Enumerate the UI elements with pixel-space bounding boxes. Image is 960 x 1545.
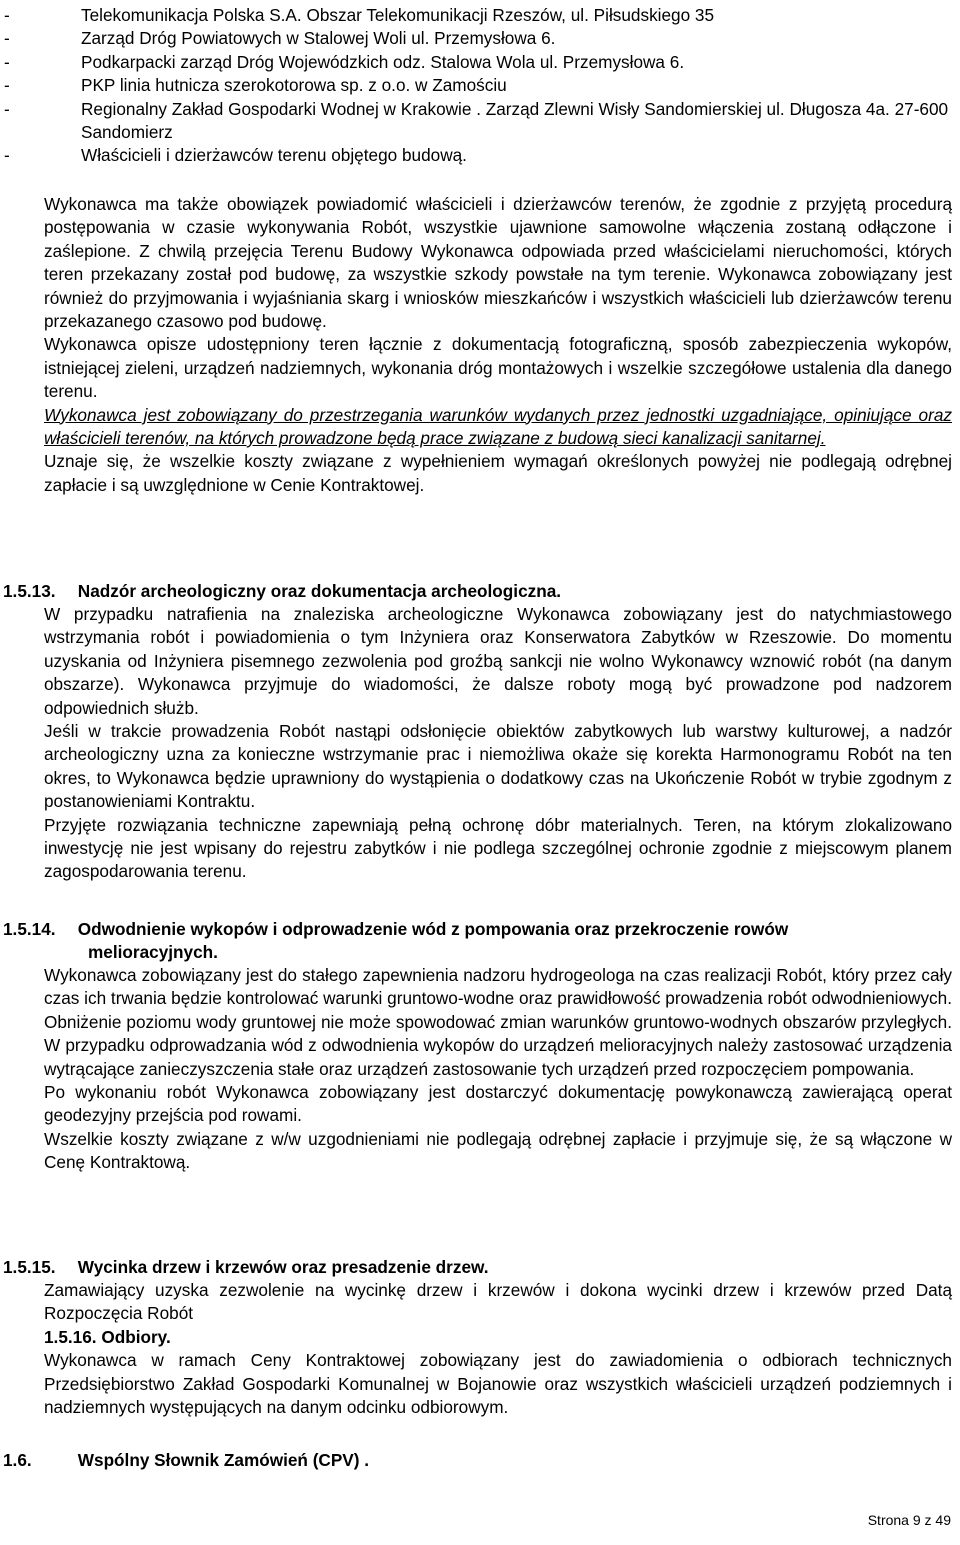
section-heading-1-5-14: [3, 918, 953, 965]
list-item: - PKP linia hutnicza szerokotorowa sp. z o.o. w Zamościu: [44, 74, 956, 97]
section-body-1-5-13: [44, 603, 952, 884]
list-item: - Regionalny Zakład Gospodarki Wodnej w Krakowie . Zarząd Zlewni Wisły Sandomierskiej ul. Długosza 4a. 27-600 Sandomierz: [44, 98, 956, 145]
section-title: Wycinka drzew i krzewów oraz presadzenie drzew.: [77, 1257, 489, 1277]
list-item: - Podkarpacki zarząd Dróg Wojewódzkich odz. Stalowa Wola ul. Przemysłowa 6.: [44, 51, 956, 74]
section-title: Odwodnienie wykopów i odprowadzenie wód z pompowania oraz przekroczenie rowów: [77, 919, 789, 939]
section-heading-1-5-13: [3, 580, 953, 603]
page-number: Strona 9 z 49: [867, 1512, 951, 1528]
section-number: 1.5.15.: [3, 1257, 56, 1277]
paragraph: Wykonawca ma także obowiązek powiadomić właścicieli i dzierżawców terenów, że zgodnie z przyjętą procedurą postępowania w czasie wykonywania Robót, wszystkie ujawnione samowolne włączenia zostaną odłączone i zaślepione. Z chwilą przejęcia Terenu Budowy Wykonawca odpowiada przed właścicielami nieruchomości, których teren przekazany został pod budowę, za wszystkie szkody powstałe na tym terenie. Wykonawca zobowiązany jest również do przyjmowania i wyjaśniania skarg i wniosków mieszkańców i wszystkich właścicieli lub dzierżawców terenu przekazanego czasowo pod budowę.: [44, 194, 952, 332]
paragraph: Jeśli w trakcie prowadzenia Robót nastąpi odsłonięcie obiektów zabytkowych lub warstwy kulturowej, a nadzór archeologiczny uzna za konieczne wstrzymanie prac i niemożliwa okaże się korekta Harmonogramu Robót na ten okres, to Wykonawca będzie uprawniony do wystąpienia o dodatkowy czas na Ukończenie Robót w trybie zgodnym z postanowieniami Kontraktu.: [44, 721, 952, 812]
list-item: - Telekomunikacja Polska S.A. Obszar Telekomunikacji Rzeszów, ul. Piłsudskiego 35: [44, 4, 956, 27]
section-title: Wspólny Słownik Zamówień (CPV) .: [77, 1450, 370, 1470]
contact-list: [44, 4, 956, 168]
intro-section: [44, 193, 952, 497]
section-title-continued: melioracyjnych.: [88, 942, 218, 963]
section-number: 1.5.14.: [3, 919, 56, 939]
paragraph: Wykonawca opisze udostępniony teren łącznie z dokumentacją fotograficzną, sposób zabezpieczenia wykopów, istniejącej zieleni, urządzeń nadziemnych, wykonania dróg montażowych i wszelkie szczegółowe ustalenia dla danego terenu.: [44, 334, 952, 402]
underlined-paragraph: Wykonawca jest zobowiązany do przestrzegania warunków wydanych przez jednostki uzgadniające, opiniujące oraz właścicieli terenów, na których prowadzone będą prace związane z budową sieci kanalizacji sanitarnej.: [44, 404, 952, 449]
section-body-1-5-14: [44, 964, 952, 1175]
paragraph: Uznaje się, że wszelkie koszty związane z wypełnieniem wymagań określonych powyżej nie podlegają odrębnej zapłacie i są uwzględnione w Cenie Kontraktowej.: [44, 451, 952, 495]
list-item: - Zarząd Dróg Powiatowych w Stalowej Woli ul. Przemysłowa 6.: [44, 27, 956, 50]
section-body-1-5-15: [44, 1279, 952, 1419]
section-number: 1.5.13.: [3, 581, 56, 601]
paragraph: Wykonawca zobowiązany jest do stałego zapewnienia nadzoru hydrogeologa na czas realizacji Robót, który przez cały czas ich trwania będzie kontrolować warunki gruntowo-wodne oraz prawidłowość prowadzenia robót odwodnieniowych. Obniżenie poziomu wody gruntowej nie może spowodować zmian warunków gruntowo-wodnych obszarów przyległych. W przypadku odprowadzania wód z odwodnienia wykopów do urządzeń melioracyjnych należy zastosować urządzenia wytrącające zanieczyszczenia stałe oraz urządzeń zastosowanie tych urządzeń przed rozpoczęciem pompowania.: [44, 965, 952, 1079]
paragraph: Zamawiający uzyska zezwolenie na wycinkę drzew i krzewów i dokona wycinki drzew i krzewów przed Datą Rozpoczęcia Robót: [44, 1280, 952, 1324]
paragraph: Po wykonaniu robót Wykonawca zobowiązany jest dostarczyć dokumentację powykonawczą zawierającą operat geodezyjny przejścia pod rowami.: [44, 1082, 952, 1126]
section-number: 1.6.: [3, 1450, 32, 1470]
paragraph: W przypadku natrafienia na znaleziska archeologiczne Wykonawca zobowiązany jest do natychmiastowego wstrzymania robót i powiadomienia o tym Inżyniera oraz Konserwatora Zabytków w Rzeszowie. Do momentu uzyskania od Inżyniera pisemnego zezwolenia pod groźbą sankcji nie wolno Wykonawcy wznowić robót (na danym obszarze). Wykonawca przyjmuje do wiadomości, że dalsze roboty mogą być prowadzone pod nadzorem odpowiednich służb.: [44, 604, 952, 718]
paragraph: Wszelkie koszty związane z w/w uzgodnieniami nie podlegają odrębnej zapłacie i przyjmuje się, że są włączone w Cenę Kontraktową.: [44, 1128, 952, 1173]
paragraph: Wykonawca w ramach Ceny Kontraktowej zobowiązany jest do zawiadomienia o odbiorach technicznych Przedsiębiorstwo Zakład Gospodarki Komunalnej w Bojanowie oraz wszystkich właścicieli urządzeń podziemnych i nadziemnych występujących na danym odcinku odbiorowym.: [44, 1350, 952, 1418]
subsection-heading-1-5-16: 1.5.16. Odbiory.: [44, 1326, 171, 1347]
list-item: - Właścicieli i dzierżawców terenu objętego budową.: [44, 144, 956, 167]
section-heading-1-6: [3, 1449, 953, 1472]
section-heading-1-5-15: [3, 1256, 953, 1279]
section-title: Nadzór archeologiczny oraz dokumentacja archeologiczna.: [77, 581, 562, 601]
paragraph: Przyjęte rozwiązania techniczne zapewniają pełną ochronę dóbr materialnych. Teren, na którym zlokalizowano inwestycję nie jest wpisany do rejestru zabytków i nie podlega szczególnej ochronie zgodnie z miejscowym planem zagospodarowania terenu.: [44, 814, 952, 882]
